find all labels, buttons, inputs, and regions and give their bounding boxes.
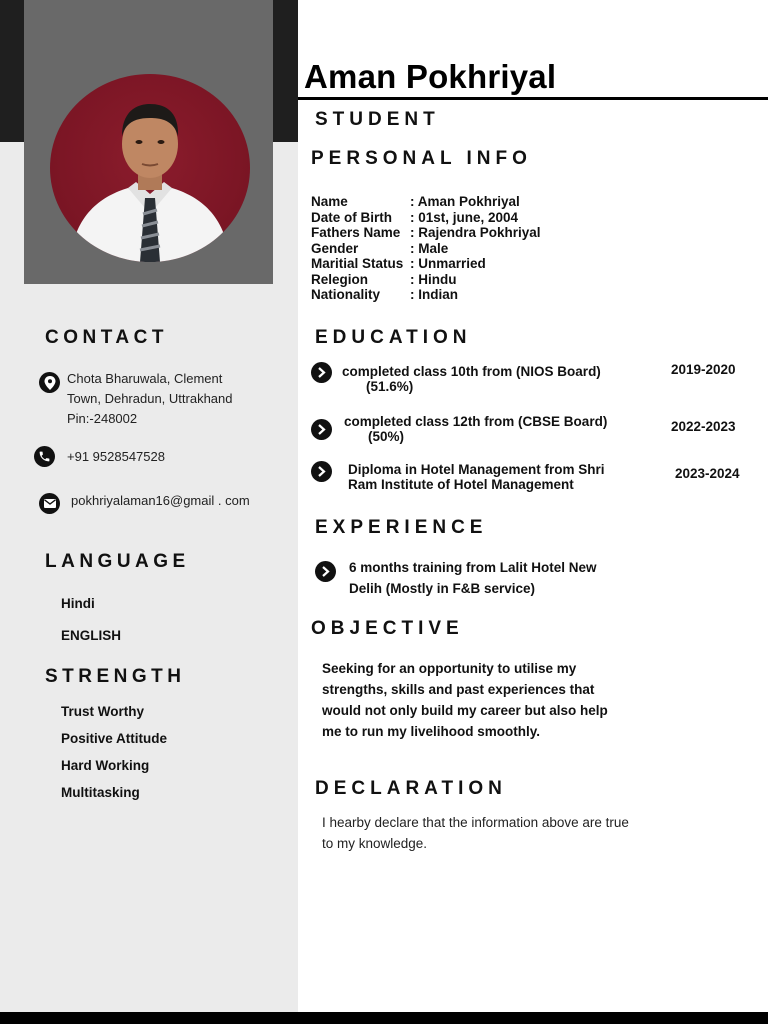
info-value: : Hindu (410, 271, 457, 287)
language-item: ENGLISH (61, 628, 122, 643)
info-row (311, 241, 541, 257)
objective-line: me to run my livelihood smoothly. (322, 724, 541, 739)
objective-text (322, 658, 662, 742)
experience-heading: EXPERIENCE (315, 517, 488, 538)
phone-icon (34, 446, 55, 467)
language-heading: LANGUAGE (45, 551, 190, 572)
education-line: completed class 12th from (CBSE Board) (344, 414, 608, 429)
info-label: Maritial Status (311, 256, 404, 271)
info-row (311, 210, 541, 226)
info-value: : 01st, june, 2004 (410, 209, 519, 225)
info-row (311, 287, 541, 303)
declaration-text (322, 812, 702, 854)
info-label: Fathers Name (311, 225, 401, 240)
address-line: Chota Bharuwala, Clement (67, 371, 223, 386)
location-pin-icon (39, 372, 60, 393)
profile-photo (50, 74, 250, 262)
candidate-name: Aman Pokhriyal (304, 58, 557, 95)
objective-heading: OBJECTIVE (311, 618, 464, 639)
experience-line: Delih (Mostly in F&B service) (349, 581, 536, 596)
strength-heading: STRENGTH (45, 666, 186, 687)
chevron-right-icon (311, 419, 332, 440)
chevron-right-icon (311, 461, 332, 482)
education-year: 2022-2023 (671, 419, 736, 434)
strength-item: Multitasking (61, 785, 140, 800)
info-value: : Indian (410, 287, 458, 302)
education-score: (50%) (368, 429, 405, 444)
language-item: Hindi (61, 596, 95, 611)
person-photo-icon (50, 74, 250, 262)
objective-line: strengths, skills and past experiences that (322, 682, 595, 697)
address-line: Town, Dehradun, Uttrakhand (67, 391, 233, 406)
info-label: Relegion (311, 271, 369, 287)
info-value: : Rajendra Pokhriyal (410, 225, 541, 240)
education-line: Ram Institute of Hotel Management (348, 477, 574, 492)
chevron-right-icon (311, 362, 332, 383)
phone-number: +91 9528547528 (67, 449, 165, 464)
declaration-heading: DECLARATION (315, 778, 507, 799)
objective-line: would not only build my career but also help (322, 703, 608, 718)
bottom-bar (0, 1012, 768, 1024)
strength-item: Trust Worthy (61, 704, 145, 719)
experience-line: 6 months training from Lalit Hotel New (349, 560, 597, 575)
chevron-right-icon (315, 561, 336, 582)
strength-item: Positive Attitude (61, 731, 168, 746)
education-year: 2023-2024 (675, 466, 740, 481)
info-label: Gender (311, 240, 359, 256)
experience-item (349, 557, 649, 599)
name-divider (298, 97, 768, 100)
declaration-line: to my knowledge. (322, 836, 428, 851)
address (67, 369, 267, 429)
info-label: Name (311, 194, 348, 209)
education-heading: EDUCATION (315, 327, 472, 348)
declaration-line: I hearby declare that the information above are true (322, 815, 629, 830)
education-item (344, 414, 644, 444)
info-label: Nationality (311, 287, 381, 302)
contact-heading: CONTACT (45, 327, 168, 348)
address-line: Pin:-248002 (67, 411, 138, 426)
education-line: Diploma in Hotel Management from Shri (348, 462, 605, 477)
info-row (311, 256, 541, 272)
education-score: (51.6%) (366, 379, 414, 394)
strength-item: Hard Working (61, 758, 150, 773)
education-year: 2019-2020 (671, 362, 736, 377)
info-label: Date of Birth (311, 209, 392, 225)
email-address: pokhriyalaman16@gmail . com (71, 493, 250, 508)
personal-info-heading: PERSONAL INFO (311, 148, 532, 169)
info-row (311, 194, 541, 210)
objective-line: Seeking for an opportunity to utilise my (322, 661, 577, 676)
info-row (311, 272, 541, 288)
education-item (348, 462, 648, 492)
info-value: : Male (410, 240, 449, 256)
info-value: : Unmarried (410, 256, 486, 271)
email-icon (39, 493, 60, 514)
info-row (311, 225, 541, 241)
personal-info-list (311, 194, 541, 303)
education-item (342, 364, 642, 394)
candidate-title: STUDENT (315, 109, 440, 130)
info-value: : Aman Pokhriyal (410, 194, 520, 209)
education-line: completed class 10th from (NIOS Board) (342, 364, 601, 379)
